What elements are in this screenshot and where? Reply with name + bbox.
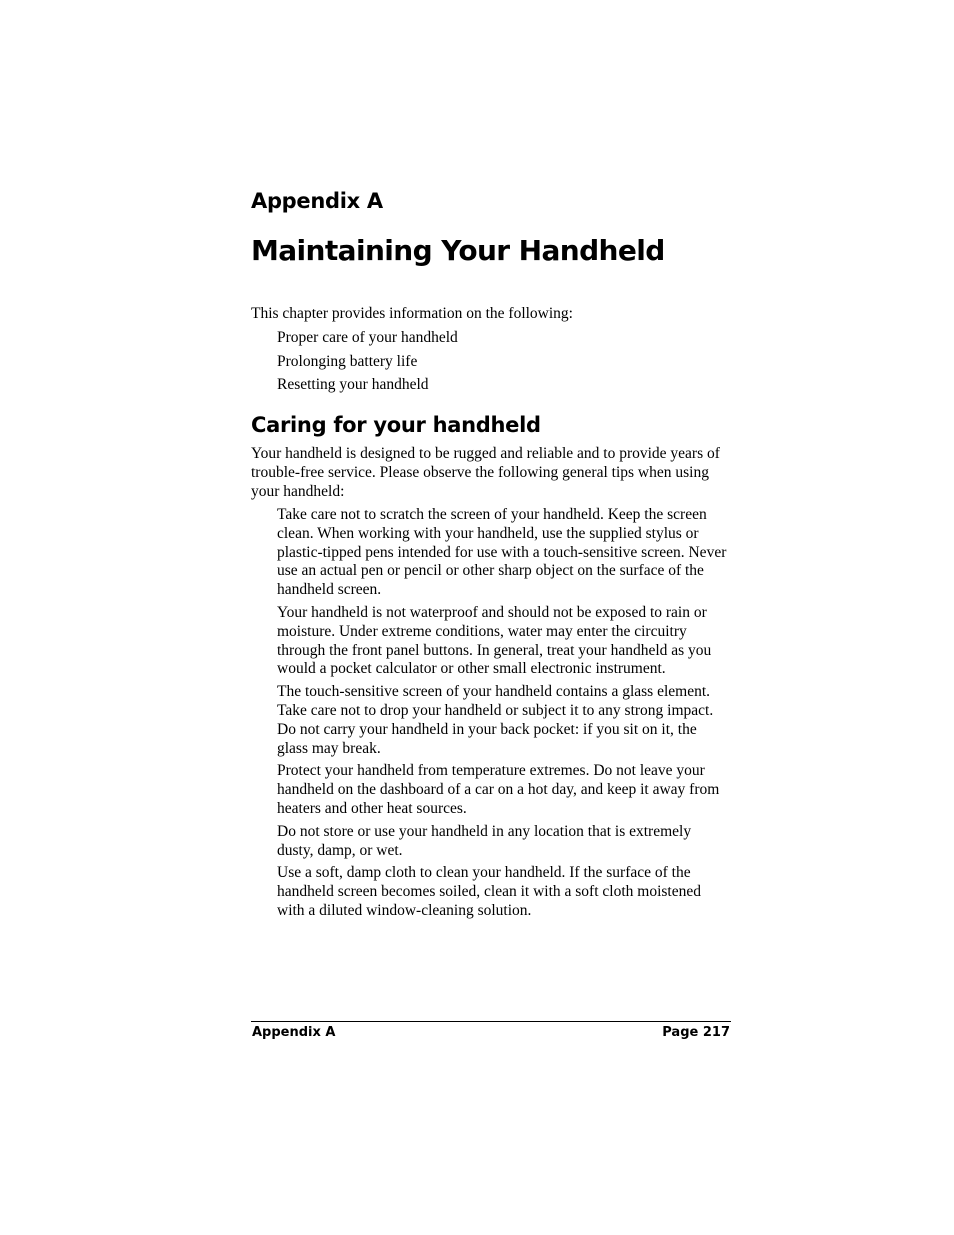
topic-item: Prolonging battery life bbox=[277, 352, 418, 370]
appendix-label: Appendix A bbox=[251, 189, 383, 213]
topic-item: Resetting your handheld bbox=[277, 376, 429, 393]
care-tip: Do not store or use your handheld in any location that is extremely dusty, damp, or wet. bbox=[277, 822, 692, 859]
topic-list bbox=[277, 328, 458, 399]
intro-text: This chapter provides information on the following: bbox=[251, 305, 573, 322]
chapter-title: Maintaining Your Handheld bbox=[251, 234, 665, 267]
care-tip: Use a soft, damp cloth to clean your handheld. If the surface of the handheld screen becomes soiled, clean it with a soft cloth moistened with a diluted window-cleaning solution. bbox=[277, 864, 701, 919]
care-tips-list bbox=[277, 506, 729, 925]
footer-divider bbox=[251, 1021, 731, 1022]
footer-page-number: Page 217 bbox=[662, 1025, 730, 1040]
section-heading: Caring for your handheld bbox=[251, 413, 541, 437]
topic-item: Proper care of your handheld bbox=[277, 329, 458, 346]
footer-section-label: Appendix A bbox=[252, 1025, 336, 1040]
care-tip: Take care not to scratch the screen of your handheld. Keep the screen clean. When working with your handheld, use the supplied stylus or plastic-tipped pens intended for use with a touch-sensitive screen. Never use an actual pen or pencil or other sharp object on the surface of the handheld screen. bbox=[277, 506, 727, 599]
section-intro: Your handheld is designed to be rugged and reliable and to provide years of trouble-free service. Please observe the following general tips when using your handheld: bbox=[251, 445, 720, 500]
care-tip: Your handheld is not waterproof and should not be exposed to rain or moisture. Under extreme conditions, water may enter the circuitry through the front panel buttons. In general, treat your handheld as you would a pocket calculator or other small electronic instrument. bbox=[277, 603, 712, 678]
care-tip: The touch-sensitive screen of your handheld contains a glass element. Take care not to drop your handheld or subject it to any strong impact. Do not carry your handheld in your back pocket: if you sit on it, the glass may break. bbox=[277, 683, 714, 757]
care-tip: Protect your handheld from temperature extremes. Do not leave your handheld on the dashboard of a car on a hot day, and keep it away from heaters and other heat sources. bbox=[277, 762, 720, 817]
